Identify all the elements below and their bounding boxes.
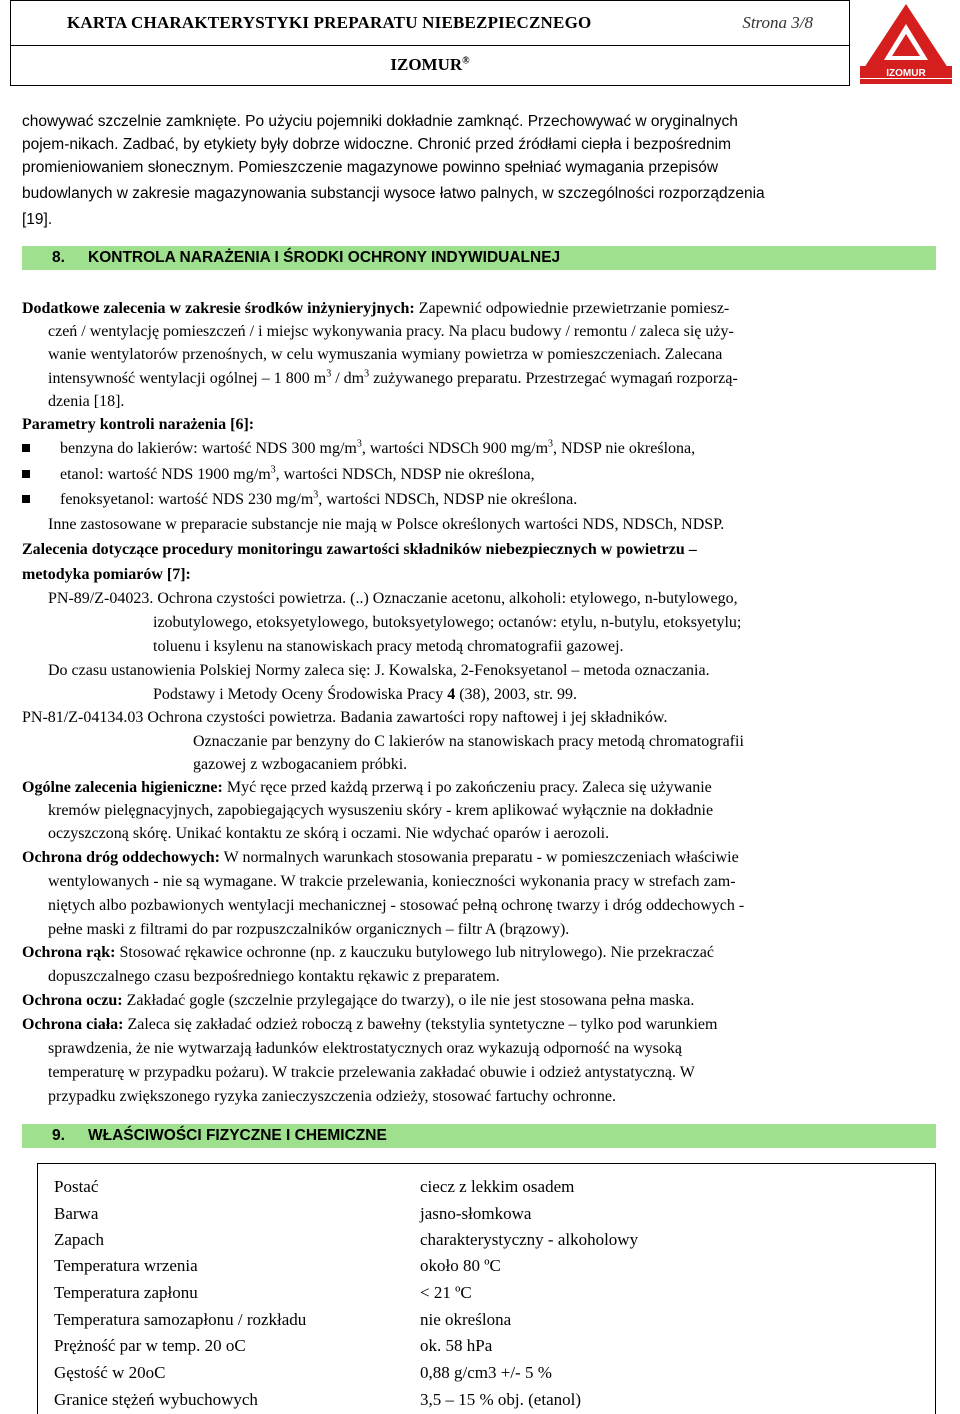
hygiene-line: oczyszczoną skórę. Unikać kontaktu ze skórą i oczami. Nie wdychać oparów i aerozoli. — [48, 825, 610, 842]
property-value: około 80 ºC — [420, 1256, 501, 1275]
section-8-number: 8. — [52, 249, 65, 266]
header-top-row — [11, 1, 849, 46]
property-value: < 21 ºC — [420, 1283, 472, 1302]
param-item: etanol: wartość NDS 1900 $mg/m^3$, wartości NDSCh, NDSP nie określona, — [60, 464, 535, 483]
hygiene-line: kremów pielęgnacyjnych, zapobiegających wysuszeniu skóry - krem aplikować wyłącznie na dokładnie — [48, 802, 714, 819]
norm-line: Podstawy i Metody Oceny Środowiska Pracy 4 (38), 2003, str. 99. — [153, 686, 577, 703]
norm-line: PN-89/Z-04023. Ochrona czystości powietrza. (..) Oznaczanie acetonu, alkoholi: etylowego, n-butylowego, — [48, 590, 738, 607]
intro-line: [19]. — [22, 211, 53, 228]
body-protection-line: przypadku zwiększonego ryzyka zanieczyszczenia odzieży, stosować fartuchy ochronne. — [48, 1088, 617, 1105]
property-label: Temperatura wrzenia — [54, 1256, 198, 1275]
respiratory-line: niętych albo pozbawionych wentylacji mechanicznej - stosować pełną ochronę twarzy i dróg oddechowych - — [48, 897, 745, 914]
section-9-number: 9. — [52, 1127, 65, 1144]
exposure-params-label: Parametry kontroli narażenia [6]: — [22, 416, 255, 433]
logo-text: IZOMUR — [886, 68, 926, 79]
section-8-title: KONTROLA NARAŻENIA I ŚRODKI OCHRONY INDYWIDUALNEJ — [88, 249, 561, 266]
monitoring-heading: metodyka pomiarów [7]: — [22, 566, 191, 583]
brand-name: IZOMUR® — [390, 55, 470, 74]
body-protection-line: Ochrona ciała: Zaleca się zakładać odzież roboczą z bawełny (tekstylia syntetyczne – tylko pod warunkiem — [22, 1016, 718, 1033]
engineering-measures-line: intensywność wentylacji ogólnej – 1 800 $m^3 / dm^3$ zużywanego preparatu. Przestrzegać wymagań rozporzą- — [48, 368, 738, 387]
section-8-header — [22, 246, 936, 270]
izomur-logo-icon — [858, 2, 954, 86]
other-substances-note: Inne zastosowane w preparacie substancje nie mają w Polsce określonych wartości NDS, NDSCh, NDSP. — [48, 516, 725, 533]
property-value: 0,88 g/cm3 +/- 5 % — [420, 1363, 552, 1382]
property-label: Postać — [54, 1177, 99, 1196]
intro-line: pojem-nikach. Zadbać, by etykiety były dobrze widoczne. Chronić przed źródłami ciepła i bezpośrednim — [22, 136, 732, 153]
engineering-measures-line: Dodatkowe zalecenia w zakresie środków inżynieryjnych: Zapewnić odpowiednie przewietrzanie pomiesz- — [22, 300, 730, 317]
property-label: Gęstość w 20oC — [54, 1363, 166, 1382]
bullet-icon — [22, 444, 30, 452]
body-protection-line: temperaturę w przypadku pożaru). W trakcie przelewania zakładać obuwie i odzież antystatyczną. W — [48, 1064, 695, 1081]
property-value: jasno-słomkowa — [420, 1204, 532, 1223]
monitoring-heading: Zalecenia dotyczące procedury monitoringu zawartości składników niebezpiecznych w powietrzu – — [22, 541, 697, 558]
property-label: Granice stężeń wybuchowych — [54, 1390, 258, 1409]
document-header — [10, 0, 850, 86]
norm-line: Do czasu ustanowienia Polskiej Normy zaleca się: J. Kowalska, 2-Fenoksyetanol – metoda oznaczania. — [48, 662, 710, 679]
document-title: KARTA CHARAKTERYSTYKI PREPARATU NIEBEZPIECZNEGO — [67, 13, 592, 32]
hygiene-line: Ogólne zalecenia higieniczne: Myć ręce przed każdą przerwą i po zakończeniu pracy. Zaleca się używanie — [22, 779, 712, 796]
respiratory-line: wentylowanych - nie są wymagane. W trakcie przelewania, konieczności wykonania pracy w strefach zam- — [48, 873, 736, 890]
intro-line: budowlanych w zakresie magazynowania substancji wysoce łatwo palnych, w szczególności rozporządzenia — [22, 185, 765, 202]
hand-protection-line: Ochrona rąk: Stosować rękawice ochronne (np. z kauczuku butylowego lub nitrylowego). Nie przekraczać — [22, 944, 714, 961]
engineering-measures-line: dzenia [18]. — [48, 393, 125, 410]
property-label: Barwa — [54, 1204, 99, 1223]
param-item: fenoksyetanol: wartość NDS 230 $mg/m^3$, wartości NDSCh, NDSP nie określona. — [60, 489, 578, 508]
property-value: 3,5 – 15 % obj. (etanol) — [420, 1390, 581, 1409]
property-value: ok. 58 hPa — [420, 1336, 493, 1355]
engineering-measures-line: wanie wentylatorów przenośnych, w celu wymuszania wymiany powietrza w pomieszczeniach. Zalecana — [48, 346, 723, 363]
engineering-measures-line: czeń / wentylację pomieszczeń / i miejsc wykonywania pracy. Na placu budowy / remontu / zaleca się uży- — [48, 323, 734, 340]
norm-line: gazowej z wzbogacaniem próbki. — [193, 756, 408, 773]
intro-line: chowywać szczelnie zamknięte. Po użyciu pojemniki dokładnie zamknąć. Przechowywać w oryginalnych — [22, 113, 738, 130]
intro-line: promieniowaniem słonecznym. Pomieszczenie magazynowe powinno spełniać wymagania przepisów — [22, 159, 719, 176]
bullet-icon — [22, 470, 30, 478]
property-label: Prężność par w temp. 20 oC — [54, 1336, 246, 1355]
property-label: Temperatura samozapłonu / rozkładu — [54, 1310, 307, 1329]
respiratory-line: pełne maski z filtrami do par rozpuszczalników organicznych – filtr A (brązowy). — [48, 921, 570, 938]
norm-line: Oznaczanie par benzyny do C lakierów na stanowiskach pracy metodą chromatografii — [193, 733, 744, 750]
bullet-icon — [22, 495, 30, 503]
property-value: charakterystyczny - alkoholowy — [420, 1230, 639, 1249]
norm-line: PN-81/Z-04134.03 Ochrona czystości powietrza. Badania zawartości ropy naftowej i jej składników. — [22, 709, 668, 726]
norm-line: izobutylowego, etoksyetylowego, butoksyetylowego; octanów: etylu, n-butylu, etoksyetylu; — [153, 614, 742, 631]
respiratory-line: Ochrona dróg oddechowych: W normalnych warunkach stosowania preparatu - w pomieszczeniach właściwie — [22, 849, 739, 866]
body-protection-line: sprawdzenia, że nie wytwarzają ładunków elektrostatycznych oraz wykazują odporność na wysoką — [48, 1040, 682, 1057]
param-item: benzyna do lakierów: wartość NDS 300 $mg/m^3$, wartości NDSCh 900 $mg/m^3$, NDSP nie określona, — [60, 438, 696, 457]
page-number: Strona 3/8 — [742, 13, 813, 32]
section-9-title: WŁAŚCIWOŚCI FIZYCZNE I CHEMICZNE — [88, 1127, 387, 1144]
property-label: Temperatura zapłonu — [54, 1283, 198, 1302]
eye-protection-line: Ochrona oczu: Zakładać gogle (szczelnie przylegające do twarzy), o ile nie jest stosowana pełna maska. — [22, 992, 695, 1009]
property-label: Zapach — [54, 1230, 105, 1249]
section-9-header — [22, 1124, 936, 1148]
property-value: nie określona — [420, 1310, 512, 1329]
hand-protection-line: dopuszczalnego czasu bezpośredniego kontaktu rękawic z preparatem. — [48, 968, 500, 985]
norm-line: toluenu i ksylenu na stanowiskach pracy metodą chromatografii gazowej. — [153, 638, 624, 655]
property-value: ciecz z lekkim osadem — [420, 1177, 575, 1196]
